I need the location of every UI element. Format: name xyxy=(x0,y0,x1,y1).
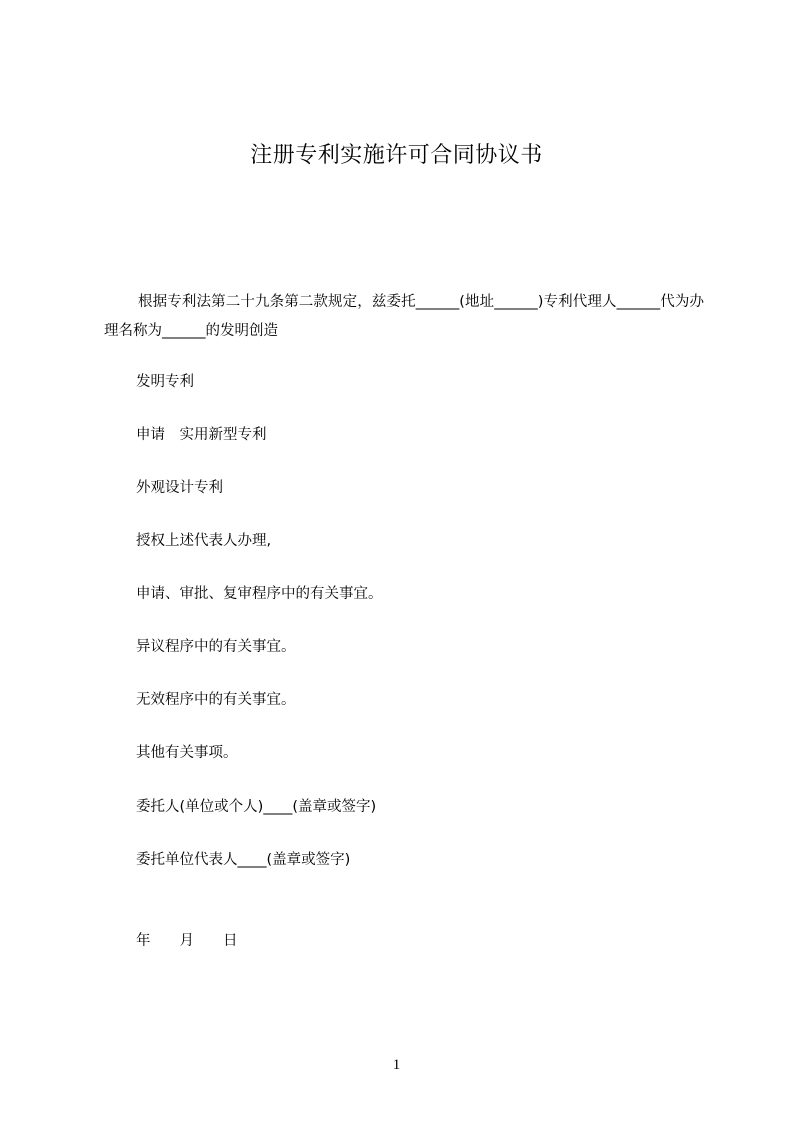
objection-matters-line: 异议程序中的有关事宜。 xyxy=(136,639,296,655)
other-matters-line: 其他有关事项。 xyxy=(136,745,238,761)
invention-patent-line: 发明专利 xyxy=(136,374,194,390)
page-number: 1 xyxy=(392,1057,401,1073)
principal-signature-line: 委托人(单位或个人)____(盖章或签字) xyxy=(136,799,377,815)
invalidation-matters-line: 无效程序中的有关事宜。 xyxy=(136,692,296,708)
design-patent-line: 外观设计专利 xyxy=(136,480,223,496)
date-line: 年 月 日 xyxy=(136,933,238,949)
intro-paragraph: 根据专利法第二十九条第二款规定，兹委托______(地址______)专利代理人______代为办理名称为______的发明创造 xyxy=(104,294,704,339)
application-matters-line: 申请、审批、复审程序中的有关事宜。 xyxy=(136,586,383,602)
utility-model-application-line: 申请 实用新型专利 xyxy=(136,427,267,443)
representative-signature-line: 委托单位代表人____(盖章或签字) xyxy=(136,852,351,868)
authorization-line: 授权上述代表人办理, xyxy=(136,533,272,549)
document-title: 注册专利实施许可合同协议书 xyxy=(250,143,543,168)
